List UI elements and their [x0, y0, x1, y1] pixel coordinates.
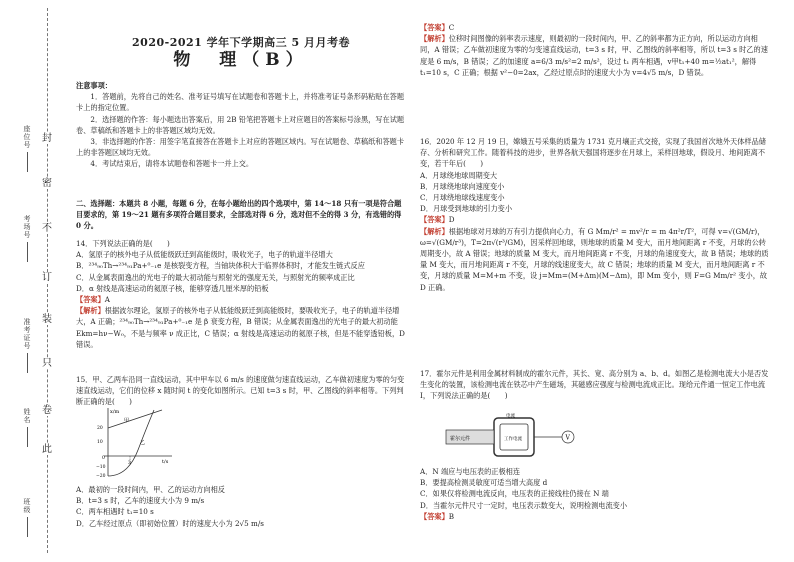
- core-label: 工作电流: [504, 437, 522, 442]
- notice-item: 1．答题前，先将自己的姓名、准考证号填写在试题卷和答题卡上，并将准考证号条形码粘贴在答题卡上的指定位置。: [76, 92, 405, 113]
- question-14: [76, 238, 406, 350]
- curve-label-yi: 乙: [140, 440, 146, 446]
- q14-option: A．氢原子的核外电子从低能级跃迁到高能级时，吸收光子，电子的轨道半径增大: [76, 250, 333, 260]
- y-tick-label: 20: [97, 426, 103, 431]
- x-axis-label: t/s: [162, 459, 169, 465]
- binding-char: 密: [42, 178, 52, 189]
- section-heading: [76, 198, 406, 232]
- q15-option: C．两车相遇时 t₁=10 s: [76, 507, 154, 517]
- question-17: [420, 368, 770, 402]
- y-tick-label: −20: [96, 474, 106, 479]
- binding-strip: [0, 0, 58, 562]
- q14-option: D．α 射线是高速运动的氦原子核，能够穿透几厘米厚的铅板: [76, 283, 269, 293]
- y-tick-label: −10: [96, 465, 106, 470]
- q15-option: A．最初的一段时间内，甲、乙的运动方向相反: [76, 485, 225, 494]
- x-tick-label: 3: [128, 461, 131, 466]
- binding-char: 只: [42, 358, 52, 369]
- notice-heading: 注意事项：: [76, 81, 112, 90]
- binding-char: 此: [42, 444, 52, 455]
- curve-yi: [108, 410, 154, 476]
- q14-stem: 14．下列说法正确的是( ): [76, 239, 170, 248]
- binding-char: 封: [42, 133, 52, 144]
- q14-answer: 【答案】A: [76, 295, 110, 305]
- q15-option: D．乙车经过原点（即初始位置）时的速度大小为 2√5 m/s: [76, 518, 264, 528]
- binding-field-name: 姓名: [22, 408, 32, 447]
- subject-title: 物 理（B）: [173, 50, 309, 70]
- q15-answer: 【答案】C: [420, 23, 455, 32]
- q14-option: B．²³⁴₉₀Th→²³⁴₉₁Pa+⁰₋₁e 是核裂变方程，当铀块体积大于临界体积时，才能发生链式反应: [76, 261, 365, 271]
- q15-option: B．t=3 s 时，乙车的速度大小为 9 m/s: [76, 496, 205, 506]
- y-axis-label: x/m: [110, 409, 120, 415]
- q16-answer: 【答案】D: [420, 215, 455, 225]
- notice-block: [76, 80, 406, 170]
- q15-solution: [420, 22, 770, 78]
- notice-item: 3．非选择题的作答：用签字笔直接答在答题卡上对应的答题区域内。写在试题卷、草稿纸和答题卡上的非答题区域均无效。: [76, 137, 405, 158]
- binding-char: 不: [42, 223, 52, 234]
- q17-stem: 17．霍尔元件是利用金属材料制成的霍尔元件，其长、宽、高分别为 a、b、d。如图乙是检测电流大小是否发生变化的装置，该检测电流在铁芯中产生磁场，其磁感应强度与检测电流成正比。现给元件通一恒定工作电流 I，下列说法正确的是( ): [420, 369, 769, 401]
- q16-option: A．月球绕地球周期变大: [420, 170, 498, 180]
- binding-field-ticket: 准考证号: [22, 318, 32, 373]
- hall-element-label: 霍尔元件: [450, 436, 471, 442]
- q16-stem: 16．2020 年 12 月 19 日，嫦娥五号采集的质量为 1731 克月壤正式交接，实现了我国首次地外天体样品储存、分析和研究工作。随着科技的进步，世界各航天强国将逐步在月球上，采样回地球，假设月、地间距离不变，若干年后( ): [420, 137, 766, 169]
- y-tick-label: 0: [102, 456, 105, 461]
- q15-analysis: 【解析】位移时间图像的斜率表示速度，则最初的一段时间内，甲、乙的斜率都为正方向，所以运动方向相同，A 错误；乙车做初速度为零的匀变速直线运动，t=3 s 时，甲、乙图线的斜率相等，所以 t=3 s 时乙的速度是 6 m/s，B 错误；乙的加速度 a=6/3 m/s²=2 m/s²，设过 t₁ 两车相遇，v甲t₁+40 m=½at₁²，解得 t₁=10 s，C 正确；根据 v²−0=2ax，乙经过原点时的速度大小为 v=4√5 m/s，D 错误。: [420, 34, 768, 77]
- q16-option: D．月球受到地球的引力变小: [420, 204, 513, 214]
- q17-options: [420, 466, 770, 522]
- question-16: [420, 136, 770, 293]
- notice-item: 2．选择题的作答：每小题选出答案后，用 2B 铅笔把答题卡上对应题目的答案标号涂黑，写在试题卷、草稿纸和答题卡上的非答题区域均无效。: [76, 114, 405, 135]
- binding-char: 卷: [42, 405, 52, 416]
- q15-options: [76, 484, 406, 529]
- q17-option: A．N 端应与电压表的正极相连: [420, 467, 521, 476]
- q17-hall-figure: [444, 412, 584, 462]
- binding-field-class: 班级: [22, 498, 32, 537]
- q15-xt-graph: [96, 406, 176, 480]
- q16-option: B．月球绕地球向速度变小: [420, 181, 505, 191]
- notice-item: 4．考试结束后，请将本试题卷和答题卡一并上交。: [90, 159, 254, 169]
- binding-field-room: 考场号: [22, 215, 32, 262]
- q14-option: C．从金属表面逸出的光电子的最大初动能与照射光的强度无关，与照射光的频率成正比: [76, 272, 355, 282]
- current-label: 电流: [506, 414, 515, 419]
- q14-analysis: 【解析】根据波尔理论，氢原子的核外电子从低能级跃迁到高能级时，要吸收光子，电子的轨道半径增大，A 正确；²³⁴₉₀Th→²³⁴₉₁Pa+⁰₋₁e 是 β 衰变方程，B 错误；从金属表面逸出的光电子的最大初动能 Ekm=hν−W₀，不是与频率 ν 成正比，C 错误；α 射线是高速运动的氦原子核，但是不能穿透铅板，D 错误。: [76, 306, 405, 349]
- section2-text: 二、选择题：本题共 8 小题，每题 6 分，在每小题给出的四个选项中，第 14～18 只有一项是符合题目要求的，第 19～21 题有多项符合题目要求，全部选对得 6 分，选对但不全的得 3 分，有选错的得 0 分。: [76, 199, 402, 231]
- q16-option: C．月球绕地球线速度变小: [420, 193, 505, 203]
- question-15: [76, 374, 406, 408]
- q16-analysis: 【解析】根据地球对月球的万有引力提供向心力，有 G Mm/r² = mv²/r = m 4π²r/T²，可得 v=√(GM/r)，ω=√(GM/r³)，T=2π√(r³/GM)，因采样回地球，则地球的质量 M 变大，而月地间距离 r 不变，月球的公转周期变小，故 A 错误；地球的质量 M 变大，而月地间距离 r 不变，月球的角速度变大，故 B 错误；地球的质量 M 变大，而月地间距离 r 不变，月球的线速度变大，故 C 错误；地球的质量 M 变大，而月地间距离 r 不变，月球的质量 M=M+m 不变，设 j=Mm=(M+Δm)(M−Δm)，即 Mm 变小，则 F=G Mm/r² 变小，故 D 正确。: [420, 226, 769, 292]
- curve-label-jia: 甲: [124, 418, 130, 424]
- exam-title: 2020-2021 学年下学期高三 5 月月考卷: [132, 36, 350, 49]
- y-tick-label: 10: [97, 440, 103, 445]
- q17-option: C．如果仅将检测电流反向，电压表的正接线柱仍接在 N 端: [420, 489, 609, 499]
- binding-field-seat: 座位号: [22, 125, 32, 172]
- q17-option: B．要提高检测灵敏度可适当增大高度 d: [420, 478, 548, 488]
- voltmeter-label: V: [565, 434, 570, 442]
- q17-option: D．当霍尔元件尺寸一定时，电压表示数变大，说明检测电流变小: [420, 500, 628, 510]
- binding-char: 订: [42, 272, 52, 283]
- q17-answer: 【答案】B: [420, 511, 455, 521]
- q15-stem: 15．甲、乙两车沿同一直线运动，其中甲车以 6 m/s 的速度做匀速直线运动，乙车做初速度为零的匀变速直线运动，它们的位移 x 随时间 t 的变化如图所示。已知 t=3 s 时，甲、乙图线的斜率相等。下列判断正确的是( ): [76, 375, 405, 407]
- binding-char: 装: [42, 314, 52, 325]
